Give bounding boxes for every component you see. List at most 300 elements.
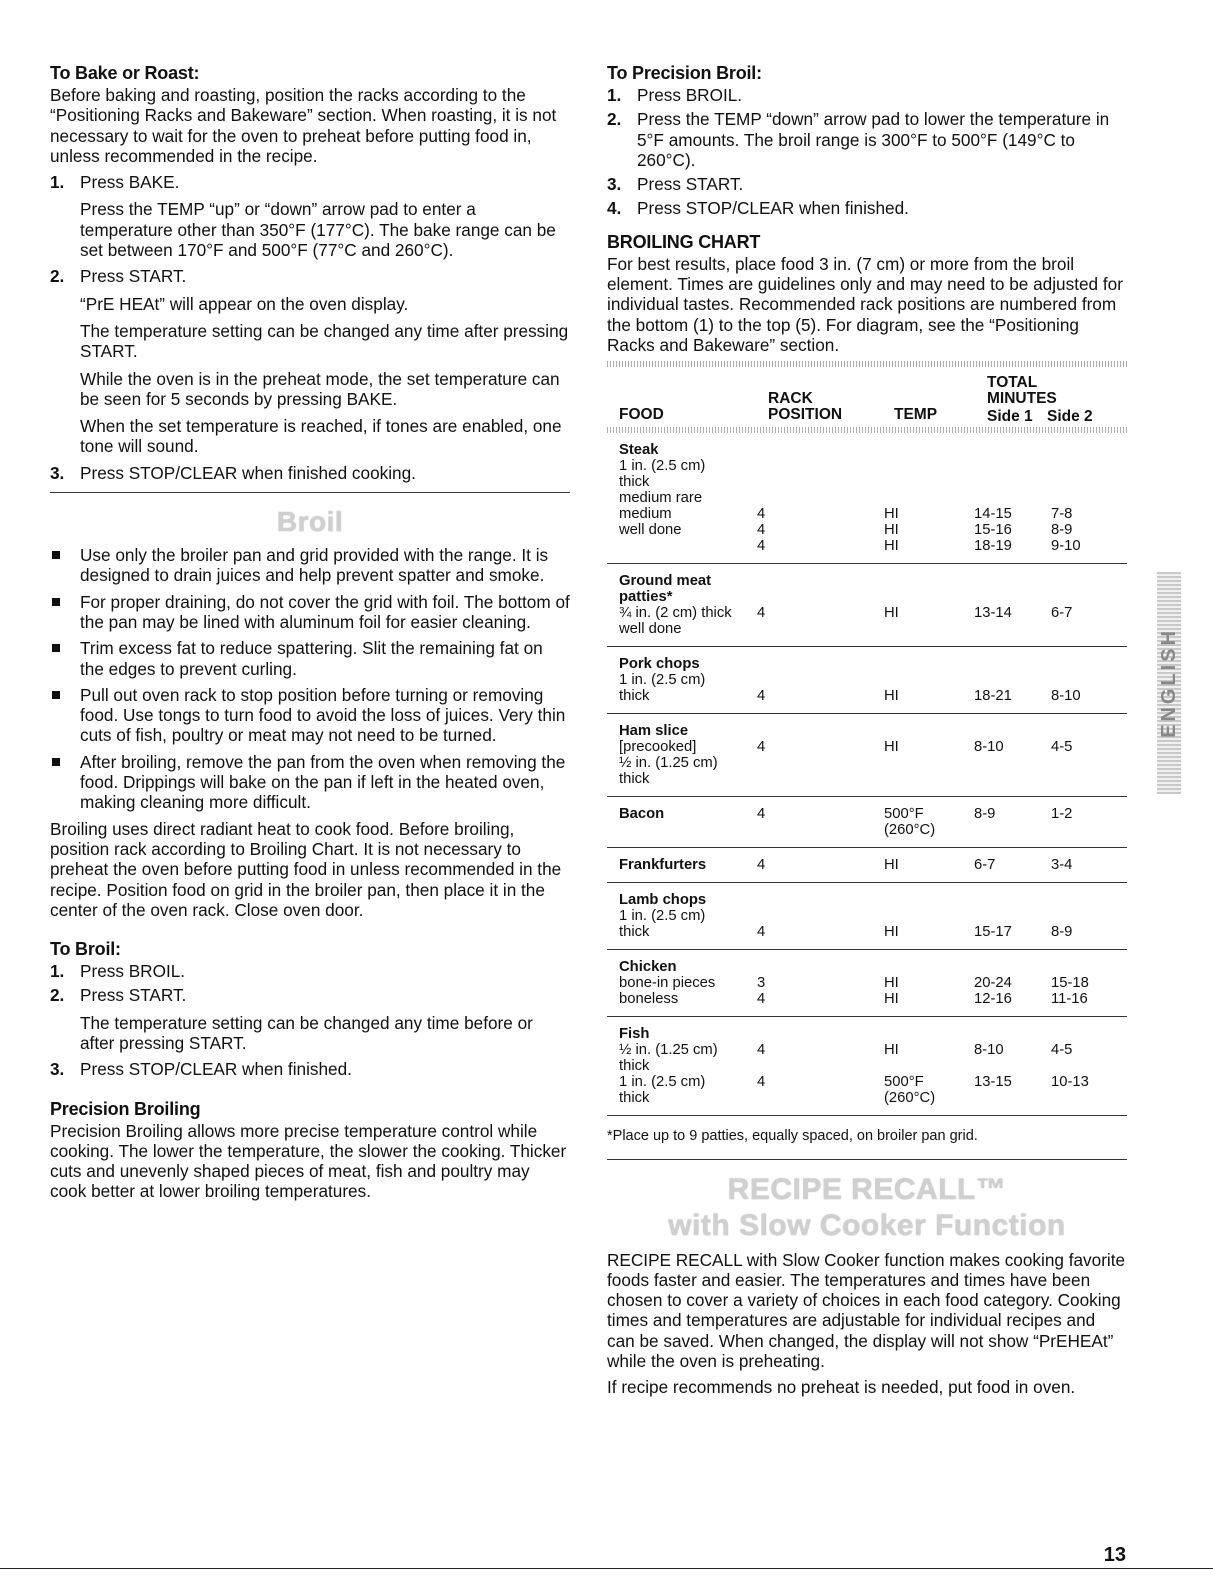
rack-value: 4: [757, 991, 766, 1008]
spacer: [974, 442, 1051, 458]
rack-value: 4: [757, 506, 766, 523]
side1-cell: [974, 950, 1051, 1017]
temp-value: HI: [884, 739, 899, 756]
food-detail: ¾ in. (2 cm) thick: [619, 605, 732, 622]
spacer: [1051, 672, 1127, 688]
food-detail: thick: [619, 688, 650, 705]
spacer: [1051, 1058, 1127, 1074]
spacer: [974, 892, 1051, 908]
chart-group-row: [607, 564, 1127, 647]
bullet-text: Use only the broiler pan and grid provided with the range. It is designed to drain juices and help prevent spatter and smoke.: [80, 545, 549, 586]
side2-cell: [1051, 950, 1127, 1017]
step-sub: Press the TEMP “up” or “down” arrow pad to enter a temperature other than 350°F (177°C). The bake range can be set between 170°F and 500°F (77°C and 260°C).: [80, 199, 556, 261]
temp-cell: [884, 647, 974, 714]
broil-title: Broil: [276, 506, 344, 538]
temp-value: 500°F: [884, 1074, 924, 1091]
side2-value: 10-13: [1051, 1074, 1089, 1091]
broiling-chart-table: [607, 433, 1127, 1116]
step-number: 1.: [607, 85, 622, 105]
side-tab-label: ENGLISH: [1157, 628, 1180, 738]
broil-paragraph: Broiling uses direct radiant heat to cook food. Before broiling, position rack according to Broiling Chart. It is not necessary to preheat the oven before putting food in unless recommended in the recipe. Position food on grid in the broiler pan, then place it in the center of the oven rack. Close oven door.: [50, 818, 562, 920]
precision-broil-heading: To Precision Broil:: [607, 63, 762, 83]
rack-cell: [757, 433, 884, 564]
temp-cell: [884, 1017, 974, 1116]
step-number: 2.: [50, 985, 65, 1006]
rack-value: 4: [757, 924, 766, 941]
step-text: Press BROIL.: [80, 961, 186, 982]
spacer: [884, 442, 974, 458]
page-number: 13: [1103, 1544, 1126, 1566]
recipe-recall-note: If recipe recommends no preheat is needed, put food in oven.: [607, 1377, 1076, 1398]
side2-value: 4-5: [1051, 739, 1073, 756]
side2-cell: [1051, 564, 1127, 647]
temp-cell: [884, 797, 974, 848]
chart-group-row: [607, 950, 1127, 1017]
bullet-square-icon: [52, 551, 60, 559]
side1-value: 6-7: [974, 857, 996, 874]
step-number: 2.: [607, 109, 622, 130]
spacer: [1051, 908, 1127, 924]
rack-value: 4: [757, 688, 766, 705]
temp-cell: [884, 883, 974, 950]
chart-group-row: [607, 1017, 1127, 1116]
bullet-item: [50, 752, 570, 813]
spacer: [1051, 621, 1127, 637]
recipe-recall-subtitle: with Slow Cooker Function: [668, 1208, 1066, 1242]
spacer: [884, 908, 974, 924]
step-sub: When the set temperature is reached, if tones are enabled, one tone will sound.: [80, 416, 562, 457]
temp-cell: [884, 950, 974, 1017]
spacer: [884, 771, 974, 787]
food-name: patties*: [619, 589, 673, 606]
bullet-square-icon: [52, 758, 60, 766]
food-detail: 1 in. (2.5 cm): [619, 672, 706, 689]
header-food: FOOD: [619, 406, 664, 424]
chart-group-row: [607, 883, 1127, 950]
step-text: Press STOP/CLEAR when finished cooking.: [80, 462, 416, 483]
rack-cell: [757, 647, 884, 714]
step-text: Press STOP/CLEAR when finished.: [637, 198, 909, 219]
broil-step: [50, 961, 570, 981]
side2-value: 3-4: [1051, 857, 1073, 874]
food-cell: [607, 433, 757, 564]
temp-value: HI: [884, 991, 899, 1008]
temp-value: HI: [884, 538, 899, 555]
spacer: [884, 1058, 974, 1074]
header-total: TOTAL: [987, 374, 1038, 392]
spacer: [757, 1090, 884, 1106]
temp-value: [884, 490, 974, 506]
food-name: Fish: [619, 1026, 650, 1043]
bottom-rule: [0, 1568, 1213, 1569]
spacer: [974, 723, 1051, 739]
spacer: [757, 442, 884, 458]
spacer: [757, 755, 884, 771]
spacer: [884, 1026, 974, 1042]
food-detail: well done: [619, 522, 682, 539]
left-column: [50, 62, 570, 1208]
spacer: [1051, 1090, 1127, 1106]
rack-cell: [757, 950, 884, 1017]
header-side1: Side 1: [987, 408, 1033, 426]
step-text: Press START.: [80, 985, 187, 1006]
spacer: [1051, 589, 1127, 605]
side2-value: 8-9: [1051, 522, 1073, 539]
step-number: 2.: [50, 266, 65, 287]
rack-value: 4: [757, 739, 766, 756]
spacer: [1051, 458, 1127, 474]
bake-step: [50, 172, 570, 260]
food-name: Pork chops: [619, 656, 700, 673]
food-cell: [607, 797, 757, 848]
spacer: [757, 1058, 884, 1074]
side1-cell: [974, 848, 1051, 883]
temp-value: HI: [884, 605, 899, 622]
food-cell: [607, 647, 757, 714]
side1-cell: [974, 714, 1051, 797]
spacer: [974, 771, 1051, 787]
temp-value: HI: [884, 1042, 899, 1059]
broil-step: [50, 985, 570, 1053]
spacer: [757, 589, 884, 605]
spacer: [974, 573, 1051, 589]
rack-cell: [757, 714, 884, 797]
food-cell: [607, 564, 757, 647]
broil-step: [50, 1059, 570, 1079]
temp-cell: [884, 564, 974, 647]
precision-broil-steps: [607, 85, 1127, 219]
precision-heading: Precision Broiling: [50, 1098, 201, 1119]
food-name: Steak: [619, 442, 659, 459]
spacer: [884, 656, 974, 672]
food-detail: boneless: [619, 991, 679, 1008]
spacer: [974, 589, 1051, 605]
rack-value: 4: [757, 857, 766, 874]
spacer: [757, 474, 884, 490]
header-position: POSITION: [768, 406, 843, 424]
bullet-square-icon: [52, 691, 60, 699]
step-number: 3.: [50, 462, 65, 483]
side1-value: [974, 490, 1051, 506]
spacer: [974, 656, 1051, 672]
rack-value: 4: [757, 522, 766, 539]
spacer: [757, 959, 884, 975]
side2-cell: [1051, 797, 1127, 848]
precision-step: [607, 85, 1127, 105]
rack-value: 4: [757, 806, 766, 823]
spacer: [884, 892, 974, 908]
food-detail: thick: [619, 924, 650, 941]
step-sub: The temperature setting can be changed any time after pressing START.: [80, 320, 569, 362]
precision-text: Precision Broiling allows more precise temperature control while cooking. The lower the temperature, the slower the cooking. Thicker cuts and unevenly shaped pieces of meat, fish and poultry may cook better at lower broiling temperatures.: [50, 1120, 567, 1202]
spacer: [884, 621, 974, 637]
spacer: [757, 656, 884, 672]
temp-value: HI: [884, 975, 899, 992]
precision-step: [607, 198, 1127, 218]
food-name: Frankfurters: [619, 857, 707, 874]
spacer: [884, 458, 974, 474]
side2-cell: [1051, 433, 1127, 564]
step-text: Press BROIL.: [637, 85, 743, 105]
bullet-text: After broiling, remove the pan from the oven when removing the food. Drippings will bake on the pan if left in the heated oven, making cleaning more difficult.: [80, 751, 566, 813]
food-name: Bacon: [619, 806, 665, 823]
bake-step: [50, 266, 570, 456]
spacer: [619, 822, 757, 838]
step-sub: The temperature setting can be changed any time before or after pressing START.: [80, 1012, 533, 1053]
spacer: [1051, 755, 1127, 771]
spacer: [1051, 723, 1127, 739]
rack-value: [757, 490, 884, 506]
right-column: [607, 62, 1127, 1404]
rack-cell: [757, 1017, 884, 1116]
bullet-item: [50, 545, 570, 586]
side1-cell: [974, 647, 1051, 714]
recipe-recall-title: RECIPE RECALL™: [727, 1172, 1007, 1206]
side2-value: 6-7: [1051, 605, 1073, 622]
food-cell: [607, 848, 757, 883]
spacer: [757, 621, 884, 637]
food-name: Ham slice: [619, 723, 689, 740]
side2-value: 9-10: [1051, 538, 1081, 555]
rack-cell: [757, 848, 884, 883]
step-sub: While the oven is in the preheat mode, the set temperature can be seen for 5 seconds by pressing BAKE.: [80, 368, 560, 409]
broiling-chart-intro: For best results, place food 3 in. (7 cm) or more from the broil element. Times are guidelines only and may need to be adjusted for individual tastes. Recommended rack positions are numbered from the bottom (1) to the top (5). For diagram, see the “Positioning Racks and Bakeware” section.: [607, 253, 1123, 355]
step-number: 4.: [607, 198, 622, 219]
food-detail: thick: [619, 771, 650, 788]
chart-header: [607, 367, 1127, 427]
header-rack: RACK: [768, 390, 813, 408]
spacer: [974, 1026, 1051, 1042]
side1-value: 15-16: [974, 522, 1012, 539]
step-text: Press START.: [637, 174, 744, 195]
bullet-item: [50, 638, 570, 679]
temp-value: HI: [884, 522, 899, 539]
side2-cell: [1051, 848, 1127, 883]
rack-value: 4: [757, 1074, 766, 1091]
side1-cell: [974, 564, 1051, 647]
spacer: [757, 908, 884, 924]
spacer: [1051, 959, 1127, 975]
bake-intro: Before baking and roasting, position the racks according to the “Positioning Racks and Bakeware” section. When roasting, it is not necessary to wait for the oven to preheat before putting food in, unless recommended in the recipe.: [50, 85, 557, 166]
bake-step: [50, 463, 570, 483]
spacer: [757, 1026, 884, 1042]
bullet-text: Trim excess fat to reduce spattering. Slit the remaining fat on the edges to prevent curling.: [80, 638, 543, 679]
rack-value: 4: [757, 605, 766, 622]
side1-value: 15-17: [974, 924, 1012, 941]
spacer: [884, 474, 974, 490]
chart-group-row: [607, 647, 1127, 714]
food-detail: 1 in. (2.5 cm): [619, 458, 706, 475]
chart-body: [607, 433, 1127, 1116]
food-detail: 1 in. (2.5 cm): [619, 1074, 706, 1091]
rack-cell: [757, 883, 884, 950]
spacer: [1051, 892, 1127, 908]
side1-value: 14-15: [974, 506, 1012, 523]
food-detail: medium: [619, 506, 672, 523]
step-text: Press STOP/CLEAR when finished.: [80, 1059, 352, 1080]
chart-group-row: [607, 714, 1127, 797]
spacer: [884, 959, 974, 975]
side1-cell: [974, 433, 1051, 564]
spacer: [974, 458, 1051, 474]
spacer: [974, 1090, 1051, 1106]
to-broil-steps: [50, 961, 570, 1079]
side2-cell: [1051, 883, 1127, 950]
bullet-text: Pull out oven rack to stop position before turning or removing food. Use tongs to turn food to avoid the loss of juices. Very thin cuts of fish, poultry or meat may not need to be turned.: [80, 684, 566, 746]
food-detail: thick: [619, 474, 650, 491]
side1-cell: [974, 1017, 1051, 1116]
food-cell: [607, 950, 757, 1017]
side1-value: 18-21: [974, 688, 1012, 705]
food-name: Chicken: [619, 959, 677, 976]
temp-value: HI: [884, 924, 899, 941]
step-number: 3.: [50, 1059, 65, 1080]
language-side-tab: [1157, 572, 1181, 794]
spacer: [757, 458, 884, 474]
side2-value: [1051, 490, 1127, 506]
dotted-rule: [607, 427, 1127, 433]
food-name: Lamb chops: [619, 892, 707, 909]
side1-value: 20-24: [974, 975, 1012, 992]
spacer: [974, 474, 1051, 490]
side2-value: 1-2: [1051, 806, 1073, 823]
step-text: Press the TEMP “down” arrow pad to lower the temperature in 5°F amounts. The broil range is 300°F to 500°F (149°C to 260°C).: [637, 109, 1110, 170]
step-sub: “PrE HEAt” will appear on the oven display.: [80, 293, 409, 314]
spacer: [1051, 474, 1127, 490]
spacer: [757, 771, 884, 787]
food-detail: ½ in. (1.25 cm): [619, 1042, 718, 1059]
spacer: [1051, 771, 1127, 787]
bullet-square-icon: [52, 598, 60, 606]
temp-value: HI: [884, 857, 899, 874]
side2-cell: [1051, 714, 1127, 797]
chart-group-row: [607, 797, 1127, 848]
temp-cell: [884, 848, 974, 883]
temp-value: (260°C): [884, 822, 936, 839]
bake-steps: [50, 172, 570, 483]
bullet-square-icon: [52, 644, 60, 652]
side1-value: 8-10: [974, 739, 1004, 756]
temp-value: HI: [884, 506, 899, 523]
section-divider: [50, 492, 570, 493]
spacer: [1051, 442, 1127, 458]
section-divider: [607, 1159, 1127, 1160]
step-number: 3.: [607, 174, 622, 195]
spacer: [884, 723, 974, 739]
side1-value: 13-15: [974, 1074, 1012, 1091]
to-broil-heading: To Broil:: [50, 939, 121, 960]
rack-cell: [757, 797, 884, 848]
temp-value: HI: [884, 688, 899, 705]
food-name: Ground meat: [619, 573, 712, 590]
bullet-item: [50, 685, 570, 746]
side1-value: 8-10: [974, 1042, 1004, 1059]
spacer: [1051, 656, 1127, 672]
step-text: Press START.: [80, 266, 187, 287]
step-number: 1.: [50, 172, 65, 193]
chart-footnote: *Place up to 9 patties, equally spaced, on broiler pan grid.: [607, 1128, 978, 1145]
spacer: [974, 672, 1051, 688]
side2-value: 15-18: [1051, 975, 1089, 992]
broiling-chart-heading: BROILING CHART: [607, 231, 761, 252]
side2-value: 7-8: [1051, 506, 1073, 523]
spacer: [974, 755, 1051, 771]
food-detail: [precooked]: [619, 739, 697, 756]
bullet-text: For proper draining, do not cover the grid with foil. The bottom of the pan may be lined with aluminum foil for easier cleaning.: [80, 591, 570, 632]
spacer: [974, 908, 1051, 924]
chart-group-row: [607, 433, 1127, 564]
spacer: [1051, 1026, 1127, 1042]
precision-step: [607, 109, 1127, 170]
side1-value: 12-16: [974, 991, 1012, 1008]
temp-cell: [884, 714, 974, 797]
side2-value: 8-9: [1051, 924, 1073, 941]
header-minutes: MINUTES: [987, 390, 1057, 408]
temp-cell: [884, 433, 974, 564]
spacer: [757, 573, 884, 589]
side1-value: 8-9: [974, 806, 996, 823]
rack-cell: [757, 564, 884, 647]
bake-heading: To Bake or Roast:: [50, 63, 200, 83]
rack-value: 4: [757, 538, 766, 555]
side2-value: 8-10: [1051, 688, 1081, 705]
food-cell: [607, 714, 757, 797]
header-side2: Side 2: [1047, 408, 1093, 426]
spacer: [757, 672, 884, 688]
step-text: Press BAKE.: [80, 172, 180, 193]
spacer: [974, 621, 1051, 637]
side2-cell: [1051, 1017, 1127, 1116]
spacer: [884, 589, 974, 605]
side1-value: 18-19: [974, 538, 1012, 555]
side2-value: 4-5: [1051, 1042, 1073, 1059]
side1-value: 13-14: [974, 605, 1012, 622]
food-detail: ½ in. (1.25 cm): [619, 755, 718, 772]
side2-value: 11-16: [1051, 991, 1088, 1008]
food-cell: [607, 1017, 757, 1116]
spacer: [757, 892, 884, 908]
food-detail: thick: [619, 1058, 650, 1075]
food-detail: thick: [619, 1090, 650, 1107]
food-cell: [607, 883, 757, 950]
temp-value: 500°F: [884, 806, 924, 823]
food-detail: well done: [619, 621, 682, 638]
spacer: [884, 573, 974, 589]
broil-bullets: [50, 545, 570, 813]
temp-value: (260°C): [884, 1090, 936, 1107]
food-detail: bone-in pieces: [619, 975, 716, 992]
step-number: 1.: [50, 961, 65, 982]
food-detail: medium rare: [619, 490, 703, 507]
header-temp: TEMP: [894, 406, 938, 424]
spacer: [884, 672, 974, 688]
rack-value: 4: [757, 1042, 766, 1059]
food-detail: 1 in. (2.5 cm): [619, 908, 706, 925]
precision-step: [607, 174, 1127, 194]
side1-cell: [974, 883, 1051, 950]
chart-group-row: [607, 848, 1127, 883]
spacer: [757, 723, 884, 739]
rack-value: 3: [757, 975, 766, 992]
recipe-recall-paragraph: RECIPE RECALL with Slow Cooker function makes cooking favorite foods faster and easier. The temperatures and times have been chosen to cover a variety of choices in each food category. Cooking times and temperatures are adjustable for individual recipes and can be saved. When changed, the display will not show “PrEHEAt” while the oven is preheating.: [607, 1249, 1126, 1372]
spacer: [974, 1058, 1051, 1074]
spacer: [974, 959, 1051, 975]
side2-cell: [1051, 647, 1127, 714]
spacer: [884, 755, 974, 771]
side1-cell: [974, 797, 1051, 848]
bullet-item: [50, 592, 570, 633]
spacer: [1051, 573, 1127, 589]
